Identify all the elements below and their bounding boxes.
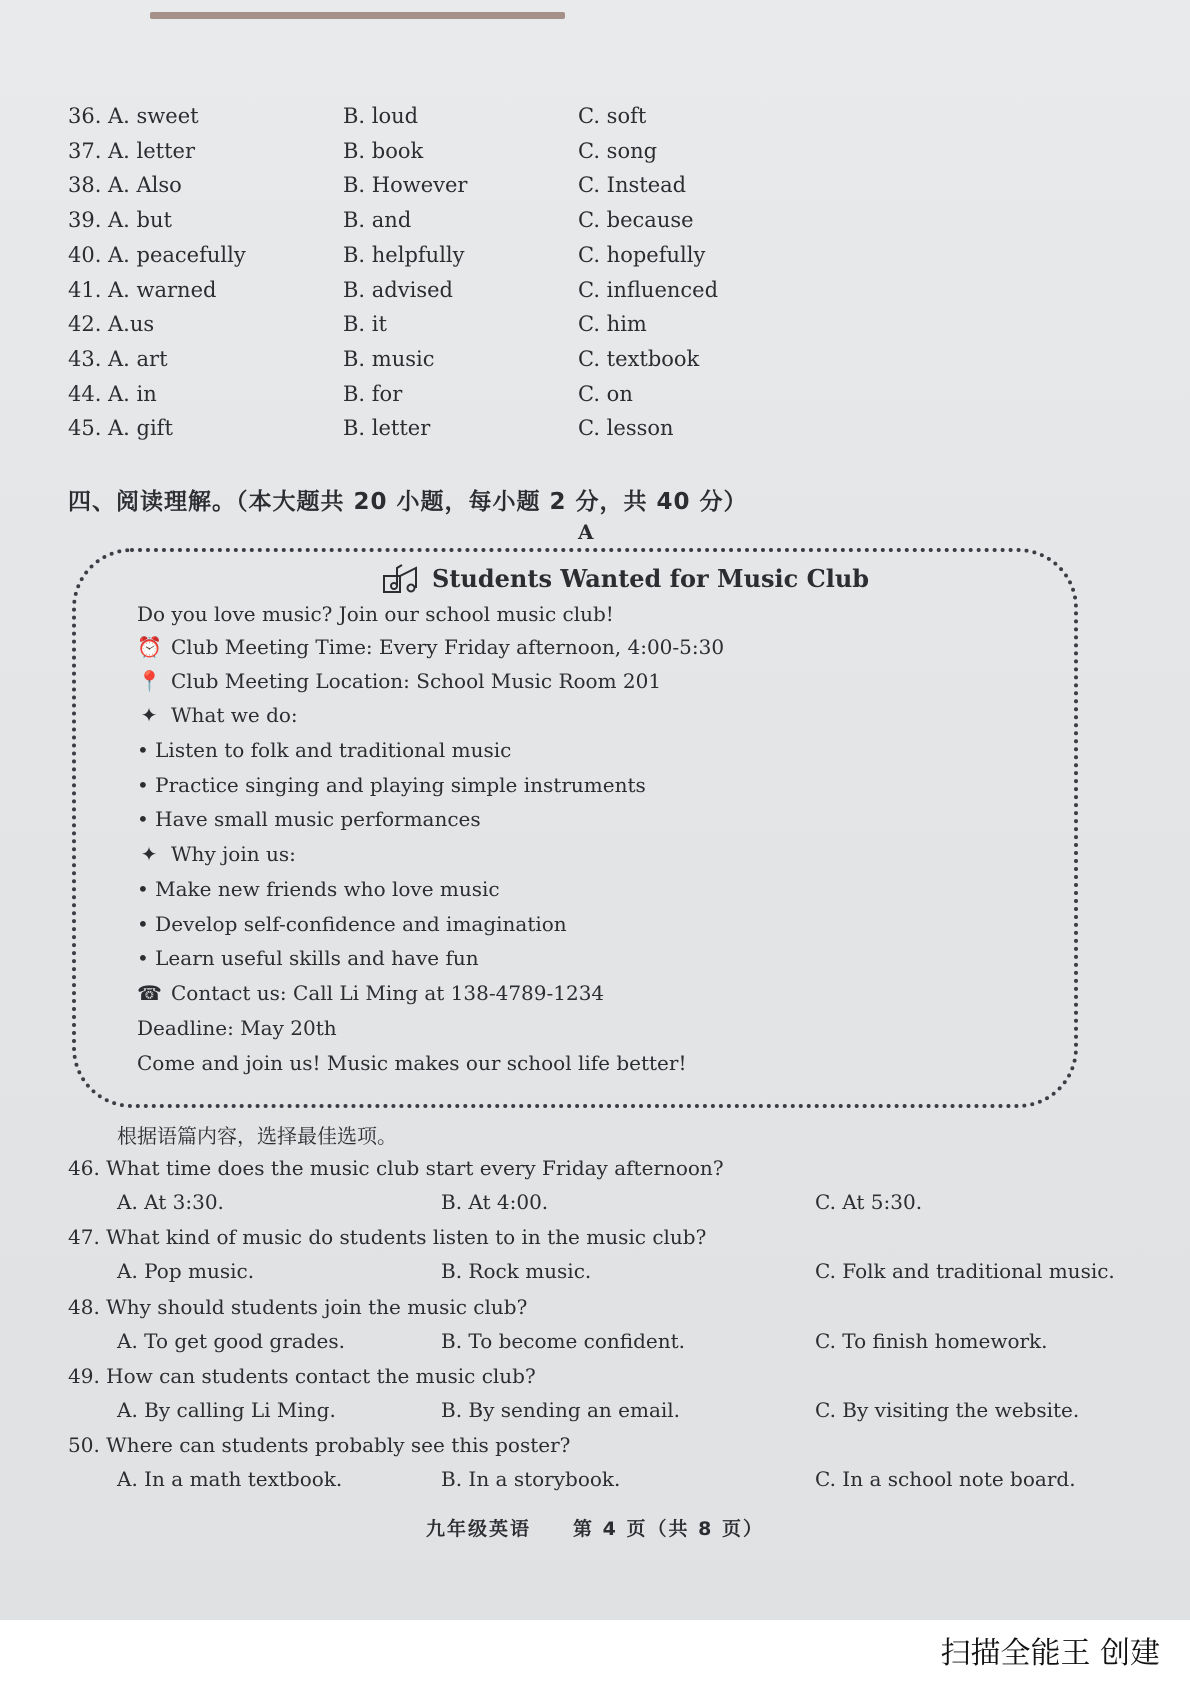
poster-meeting-time: ⏰ Club Meeting Time: Every Friday afternoon, 4:00-5:30 <box>137 635 725 659</box>
question-text: 49. How can students contact the music club? <box>68 1363 536 1388</box>
question-number: 37. <box>68 138 102 163</box>
option-c: C. because <box>578 208 694 233</box>
sparkle-icon: ✦ <box>140 842 158 866</box>
poster-closing: Come and join us! Music makes our school life better! <box>137 1051 687 1075</box>
question-number: 42. <box>68 312 102 337</box>
scanner-watermark: 扫描全能王 创建 <box>940 1636 1160 1671</box>
question-number: 40. <box>68 242 102 267</box>
poster-deadline: Deadline: May 20th <box>137 1016 337 1040</box>
question-number: 36. <box>68 104 102 128</box>
option-a: A. sweet <box>108 104 199 128</box>
option-a: A. art <box>108 346 168 371</box>
option-b: B. for <box>343 381 403 406</box>
answer-option-a: A. In a math textbook. <box>117 1467 343 1492</box>
part-label: A <box>578 520 594 544</box>
question-number: 39. <box>68 208 102 233</box>
poster-contact: ☎ Contact us: Call Li Ming at 138-4789-1234 <box>137 981 605 1005</box>
option-a: A. letter <box>108 138 196 163</box>
top-edge-strip <box>150 12 565 19</box>
option-c: C. song <box>578 138 658 163</box>
poster-why-heading: ✦ Why join us: <box>137 842 296 866</box>
poster-title <box>380 562 869 594</box>
poster-title-text: Students Wanted for Music Club <box>432 563 870 593</box>
page-footer: 九年级英语 第 4 页（共 8 页） <box>426 1518 764 1540</box>
option-a: A. warned <box>108 277 217 302</box>
poster-list-item: • Develop self-confidence and imagination <box>137 911 567 936</box>
answer-option-c: C. Folk and traditional music. <box>815 1259 1115 1284</box>
reading-instruction: 根据语篇内容，选择最佳选项。 <box>117 1124 397 1148</box>
answer-option-b: B. In a storybook. <box>441 1467 621 1492</box>
option-c: C. hopefully <box>578 242 706 267</box>
answer-option-c: C. By visiting the website. <box>815 1397 1080 1422</box>
answer-option-c: C. In a school note board. <box>815 1467 1076 1492</box>
question-text: 47. What kind of music do students listen to in the music club? <box>68 1225 707 1250</box>
question-text: 48. Why should students join the music club? <box>68 1294 528 1319</box>
answer-option-b: B. Rock music. <box>441 1259 592 1284</box>
option-c: C. on <box>578 381 633 406</box>
option-c: C. textbook <box>578 346 700 371</box>
poster-meeting-location: 📍 Club Meeting Location: School Music Room 201 <box>137 669 662 693</box>
option-c: C. him <box>578 312 647 337</box>
answer-option-c: C. At 5:30. <box>815 1190 923 1214</box>
question-number: 44. <box>68 381 102 406</box>
question-number: 43. <box>68 346 102 371</box>
option-a: A. gift <box>108 416 173 441</box>
option-b: B. music <box>343 346 435 371</box>
question-number: 38. <box>68 173 102 198</box>
answer-option-b: B. To become confident. <box>441 1328 686 1353</box>
answer-option-c: C. To finish homework. <box>815 1328 1048 1353</box>
poster-list-item: • Learn useful skills and have fun <box>137 946 479 971</box>
option-c: C. soft <box>578 104 647 128</box>
option-b: B. advised <box>343 277 453 302</box>
option-c: C. influenced <box>578 277 719 302</box>
question-text: 50. Where can students probably see this poster? <box>68 1433 571 1458</box>
question-number: 45. <box>68 416 102 441</box>
music-notes-icon <box>380 562 420 594</box>
clock-icon: ⏰ <box>137 635 162 659</box>
sparkle-icon: ✦ <box>140 703 158 727</box>
location-pin-icon: 📍 <box>137 669 162 693</box>
question-number: 41. <box>68 277 102 302</box>
poster-list-item: • Listen to folk and traditional music <box>137 738 512 762</box>
option-a: A. but <box>108 208 172 233</box>
option-a: A. peacefully <box>108 242 246 267</box>
option-c: C. Instead <box>578 173 687 198</box>
phone-icon: ☎ <box>137 981 162 1005</box>
option-b: B. helpfully <box>343 242 465 267</box>
option-a: A. in <box>108 381 157 406</box>
answer-option-a: A. Pop music. <box>117 1259 255 1284</box>
poster-intro: Do you love music? Join our school music club! <box>137 602 614 626</box>
poster-what-heading: ✦ What we do: <box>137 703 298 727</box>
option-c: C. lesson <box>578 416 674 441</box>
question-text: 46. What time does the music club start every Friday afternoon? <box>68 1156 724 1180</box>
section-title: 四、阅读理解。（本大题共 20 小题，每小题 2 分，共 40 分） <box>68 489 748 515</box>
poster-list-item: • Have small music performances <box>137 807 481 832</box>
poster-list-item: • Practice singing and playing simple instruments <box>137 772 646 797</box>
option-a: A. Also <box>108 173 182 198</box>
option-b: B. and <box>343 208 412 233</box>
option-b: B. loud <box>343 104 419 128</box>
poster-list-item: • Make new friends who love music <box>137 877 500 901</box>
option-b: B. letter <box>343 416 431 441</box>
answer-option-a: A. At 3:30. <box>117 1190 224 1214</box>
option-b: B. it <box>343 312 387 337</box>
option-b: B. book <box>343 138 424 163</box>
answer-option-b: B. At 4:00. <box>441 1190 549 1214</box>
answer-option-a: A. By calling Li Ming. <box>117 1397 336 1422</box>
answer-option-b: B. By sending an email. <box>441 1397 681 1422</box>
option-a: A.us <box>108 312 155 337</box>
option-b: B. However <box>343 173 468 198</box>
answer-option-a: A. To get good grades. <box>117 1328 345 1353</box>
